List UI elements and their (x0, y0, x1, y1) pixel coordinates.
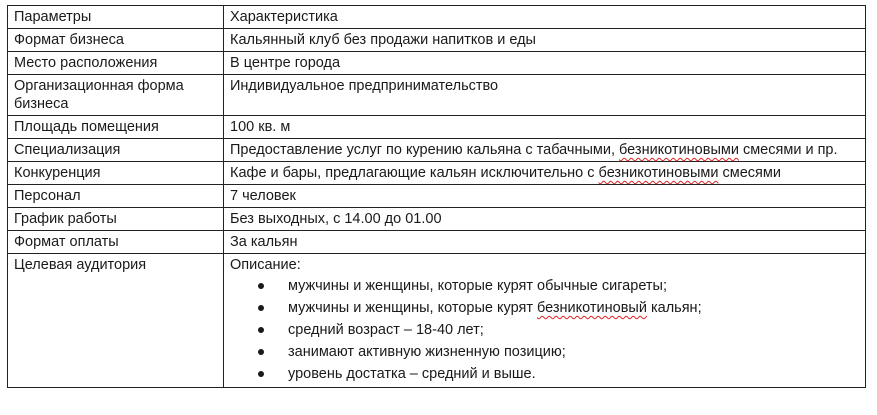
param-cell: Площадь помещения (8, 116, 224, 139)
param-cell: График работы (8, 208, 224, 231)
param-cell: Целевая аудитория (8, 254, 224, 388)
table-row (8, 231, 866, 254)
list-item-text: уровень достатка – средний и выше. (288, 366, 536, 382)
param-cell: Параметры (8, 6, 224, 29)
list-item-text: мужчины и женщины, которые курят обычные сигареты; (288, 278, 667, 294)
value-cell: В центре города (224, 52, 866, 75)
table-row (8, 139, 866, 162)
param-cell: Конкуренция (8, 162, 224, 185)
value-text: смесями и пр. (738, 142, 838, 158)
list-item (230, 297, 859, 319)
description-label: Описание: (230, 257, 301, 273)
value-text: Предоставление услуг по курению кальяна с табачными, (230, 142, 620, 158)
list-item (230, 319, 859, 341)
value-cell: 100 кв. м (224, 116, 866, 139)
list-item (230, 341, 859, 363)
param-cell: Место расположения (8, 52, 224, 75)
value-text: Кафе и бары, предлагающие кальян исключительно с (230, 165, 599, 181)
list-item (230, 363, 859, 385)
value-cell: Характеристика (224, 6, 866, 29)
table-row (8, 29, 866, 52)
value-cell: За кальян (224, 231, 866, 254)
bullet-icon (258, 327, 264, 333)
table-row (8, 254, 866, 388)
value-cell: 7 человек (224, 185, 866, 208)
list-item-text: занимают активную жизненную позицию; (288, 344, 566, 360)
parameters-table (7, 5, 866, 388)
value-cell (224, 139, 866, 162)
value-cell (224, 254, 866, 388)
value-cell (224, 162, 866, 185)
spellcheck-word: безникотиновый (537, 300, 647, 316)
audience-list (230, 275, 859, 385)
list-item-text: кальян; (646, 300, 702, 316)
table-row (8, 208, 866, 231)
bullet-icon (258, 305, 264, 311)
table-row (8, 52, 866, 75)
table-row (8, 185, 866, 208)
table-row (8, 6, 866, 29)
spellcheck-word: безникотиновыми (598, 165, 719, 181)
bullet-icon (258, 371, 264, 377)
spellcheck-word: безникотиновыми (619, 142, 739, 158)
value-text: смесями (718, 165, 781, 181)
param-cell: Организационная форма бизнеса (8, 75, 224, 116)
bullet-icon (258, 283, 264, 289)
param-cell: Специализация (8, 139, 224, 162)
value-cell: Кальянный клуб без продажи напитков и еды (224, 29, 866, 52)
table-row (8, 116, 866, 139)
value-cell: Без выходных, с 14.00 до 01.00 (224, 208, 866, 231)
list-item-text: мужчины и женщины, которые курят (288, 300, 537, 316)
param-cell: Формат бизнеса (8, 29, 224, 52)
param-cell: Персонал (8, 185, 224, 208)
list-item (230, 275, 859, 297)
param-cell: Формат оплаты (8, 231, 224, 254)
table-row (8, 162, 866, 185)
list-item-text: средний возраст – 18-40 лет; (288, 322, 484, 338)
table-row (8, 75, 866, 116)
value-cell: Индивидуальное предпринимательство (224, 75, 866, 116)
bullet-icon (258, 349, 264, 355)
